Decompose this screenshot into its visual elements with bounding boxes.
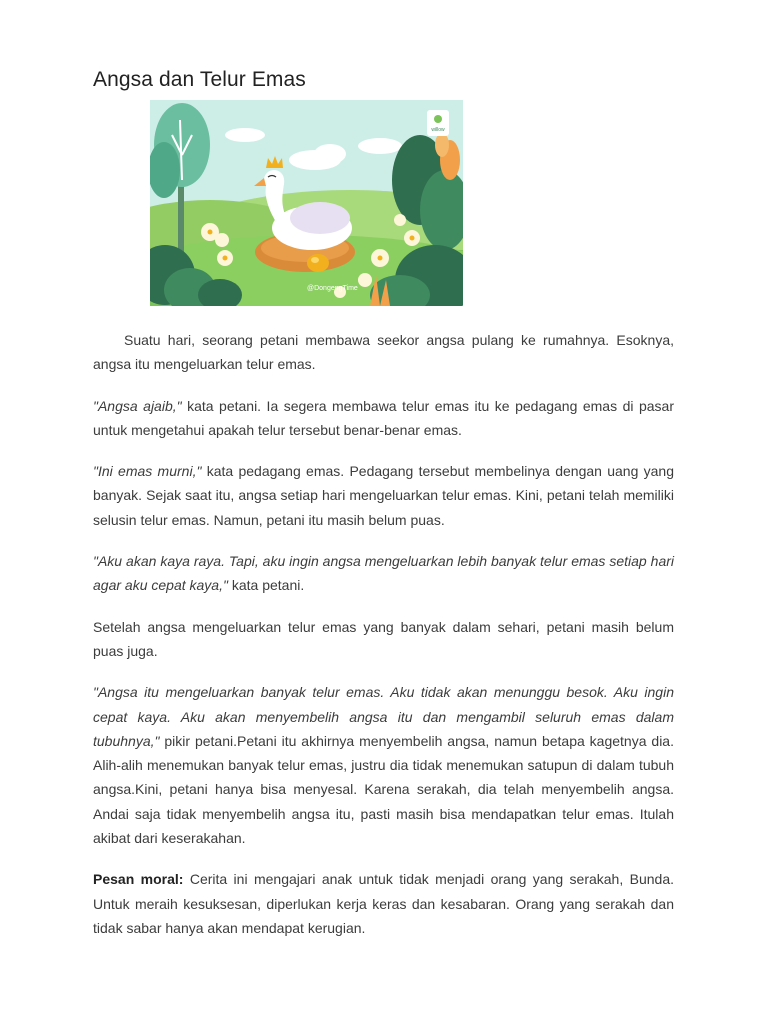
logo-text: willow bbox=[431, 127, 445, 133]
article-body bbox=[93, 328, 674, 957]
golden-egg-icon bbox=[307, 254, 329, 272]
paragraph-4: "Aku akan kaya raya. Tapi, aku ingin angsa mengeluarkan lebih banyak telur emas setiap hari agar aku cepat kaya," kata petani. bbox=[93, 553, 674, 594]
moral-label: Pesan moral: bbox=[93, 871, 184, 888]
paragraph-6: "Angsa itu mengeluarkan banyak telur emas. Aku tidak akan menunggu besok. Aku ingin cepat kaya. Aku akan menyembelih angsa itu dan mengambil seluruh emas dalam tubuhnya," pikir petani.Petani itu akhirnya menyembelih angsa, namun betapa kagetnya dia. Alih-alih menemukan banyak telur emas, justru dia tidak menemukan satupun di dalam tubuh angsa.Kini, petani hanya bisa menyesal. Karena serakah, dia telah menyembelih angsa. Andai saja tidak menyembelih angsa itu, pasti masih bisa mendapatkan telur emas. Itulah akibat dari keserakahan. bbox=[93, 684, 674, 847]
image-watermark: @DongengTime bbox=[307, 285, 358, 292]
page-title: Angsa dan Telur Emas bbox=[93, 68, 306, 91]
paragraph-5: Setelah angsa mengeluarkan telur emas yang banyak dalam sehari, petani masih belum puas juga. bbox=[93, 618, 674, 659]
paragraph-3: "Ini emas murni," kata pedagang emas. Pedagang tersebut membelinya dengan uang yang banyak. Sejak saat itu, angsa setiap hari mengeluarkan telur emas. Kini, petani telah memiliki selusin telur emas. Namun, petani itu masih belum puas. bbox=[93, 463, 674, 528]
story-illustration bbox=[150, 100, 463, 306]
paragraph-moral: Pesan moral: Cerita ini mengajari anak untuk tidak menjadi orang yang serakah, Bunda. Untuk meraih kesuksesan, diperlukan kerja keras dan kesabaran. Orang yang serakah dan tidak sabar hanya akan mendapat kerugian. bbox=[93, 871, 674, 936]
swan-illustration bbox=[150, 100, 463, 306]
paragraph-1: Suatu hari, seorang petani membawa seekor angsa pulang ke rumahnya. Esoknya, angsa itu mengeluarkan telur emas. bbox=[93, 332, 674, 373]
paragraph-2: "Angsa ajaib," kata petani. Ia segera membawa telur emas itu ke pedagang emas di pasar untuk mengetahui apakah telur tersebut benar-benar emas. bbox=[93, 397, 674, 438]
